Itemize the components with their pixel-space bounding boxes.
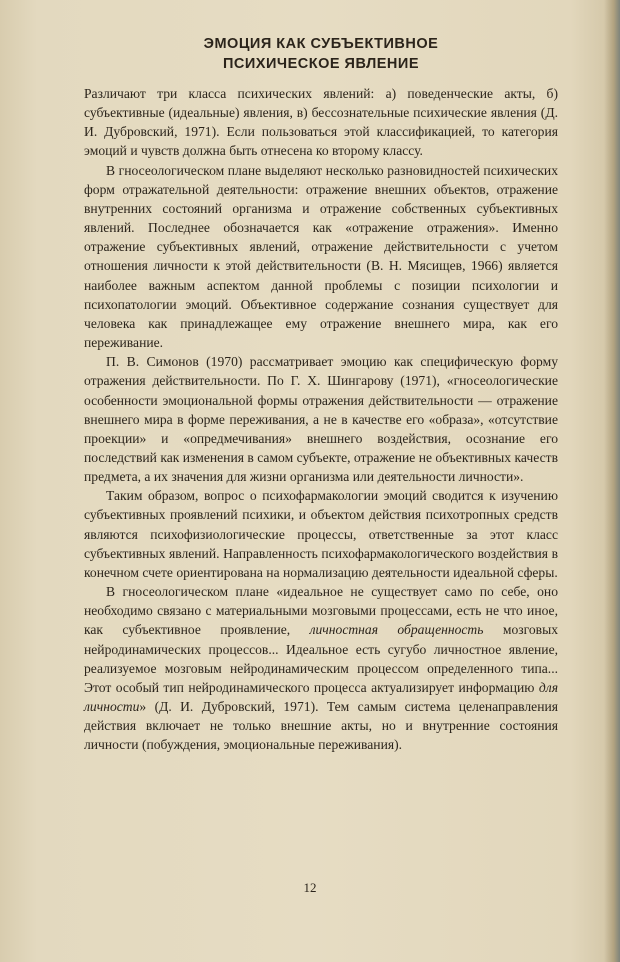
paragraph-5-part-b: мозговых нейродинамических процессов... Идеальное есть сугубо личностное явление, реализуемое мозговым нейродинамическим процессом определенного типа... Этот особый тип нейродинамического процесса актуализирует информацию [84, 622, 558, 695]
paragraph-5 [84, 582, 558, 754]
paragraph-2: В гносеологическом плане выделяют несколько разновидностей психических форм отражательной деятельности: отражение внешних объектов, отражение внутренних состояний организма и отражение собственных субъективных явлений. Последнее обозначается как «отражение отражения». Именно отражение субъективных явлений, отражение действительности с учетом отношения личности к этой действительности (В. Н. Мясищев, 1966) является наиболее важным аспектом данной проблемы с позиции психологии и психопатологии эмоций. Объективное содержание сознания существует для человека как принадлежащее ему отражение внешнего мира, как его переживание. [84, 162, 558, 351]
section-heading [84, 34, 558, 74]
page-content [84, 34, 558, 754]
section-heading-line-2: ПСИХИЧЕСКОЕ ЯВЛЕНИЕ [222, 56, 419, 72]
paragraph-4: Таким образом, вопрос о психофармакологии эмоций сводится к изучению субъективных проявлений психики, и объектом действия психотропных средств являются психофизиологические процессы, ответственные за этот класс субъективных явлений. Направленность психофармакологического воздействия в конечном счете ориентирована на нормализацию деятельности идеальной сферы. [84, 488, 558, 580]
paragraph-5-part-a: В гносеологическом плане «идеальное не существует само по себе, оно необходимо связано с материальными мозговыми процессами, есть не что иное, как субъективное проявление, [84, 584, 558, 638]
paragraph-5-italic-2: для личности [84, 679, 559, 714]
paragraph-1: Различают три класса психических явлений: а) поведенческие акты, б) субъективные (идеальные) явления, в) бессознательные психические явления (Д. И. Дубровский, 1971). Если пользоваться этой классификацией, то категория эмоций и чувств должна быть отнесена ко второму классу. [84, 86, 558, 159]
paragraph-5-italic-1: личностная обращенность [309, 622, 484, 638]
section-heading-line-1: ЭМОЦИЯ КАК СУБЪЕКТИВНОЕ [203, 36, 439, 52]
paragraph-5-part-c: » (Д. И. Дубровский, 1971). Тем самым система целенаправления действия включает не только внешние акты, но и внутренние состояния личности (побуждения, эмоциональные переживания). [84, 699, 558, 753]
paragraph-3: П. В. Симонов (1970) рассматривает эмоцию как специфическую форму отражения действительности. По Г. Х. Шингарову (1971), «гносеологические особенности эмоциональной формы отражения действительности — отражение внешнего мира в форме переживания, а не в качестве его «образа», «отсутствие проекции» и «опредмечивания» внешнего воздействия, осознание его последствий как изменения в самом субъекте, отражение не объективных качеств предмета, а их значения для жизни организма или деятельности личности». [84, 354, 558, 485]
body-text [84, 84, 558, 754]
book-spine-shadow [604, 0, 620, 962]
page-number: 12 [303, 880, 317, 895]
